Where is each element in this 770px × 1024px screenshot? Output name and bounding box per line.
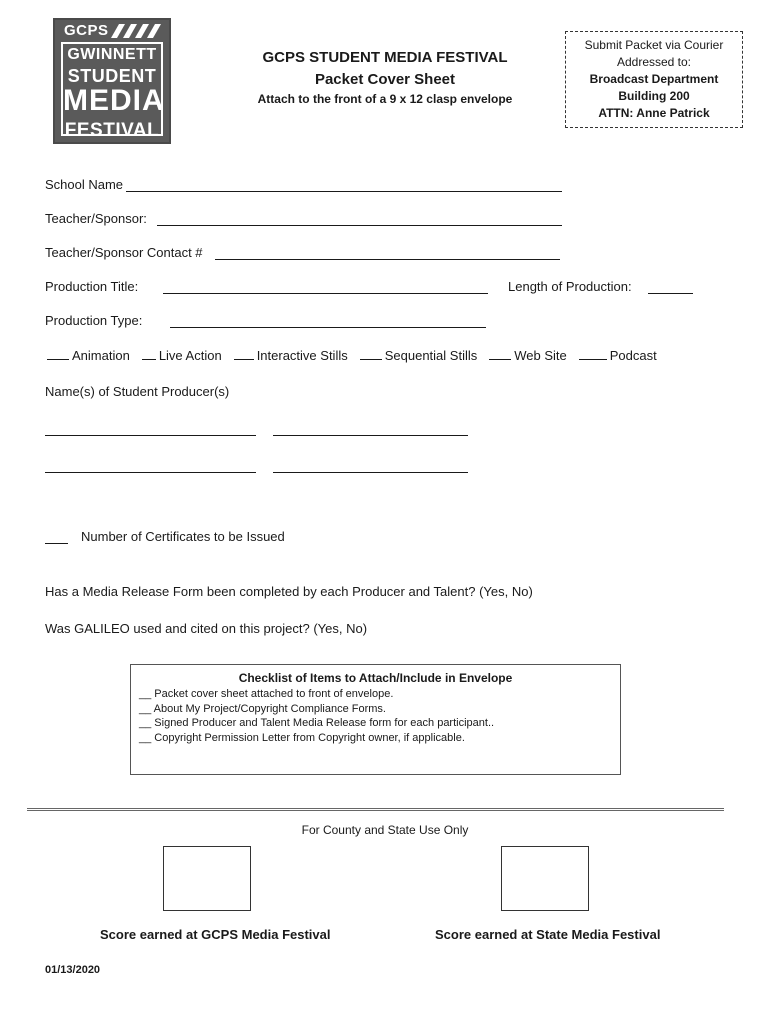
checklist-items: [139, 687, 494, 745]
attach-instruction: Attach to the front of a 9 x 12 clasp envelope: [257, 92, 513, 106]
festival-logo: [53, 18, 171, 144]
submit-line-4: Building 200: [618, 89, 690, 103]
type-animation-label: Animation: [72, 348, 130, 363]
producers-label: Name(s) of Student Producer(s): [45, 384, 230, 399]
state-score-label: Score earned at State Media Festival: [435, 927, 661, 942]
production-type-field[interactable]: [170, 327, 486, 328]
type-live-action-label: Live Action: [158, 348, 222, 363]
type-interactive-stills-label: Interactive Stills: [256, 348, 348, 363]
type-sequential-stills-label: Sequential Stills: [384, 348, 478, 363]
logo-gwinnett: GWINNETT: [67, 46, 157, 63]
county-state-label: For County and State Use Only: [301, 823, 469, 837]
logo-stripes-icon: [111, 24, 163, 38]
teacher-field[interactable]: [157, 225, 562, 226]
checklist-item: __ Signed Producer and Talent Media Release form for each participant..: [139, 717, 495, 729]
teacher-contact-field[interactable]: [215, 259, 560, 260]
revision-date: 01/13/2020: [45, 964, 101, 976]
school-name-label: School Name: [45, 177, 124, 192]
checklist-item: __ Copyright Permission Letter from Copyright owner, if applicable.: [139, 731, 465, 744]
logo-festival: FESTIVAL: [64, 120, 160, 141]
page-subtitle: Packet Cover Sheet: [314, 71, 456, 88]
submit-line-3: Broadcast Department: [589, 72, 719, 86]
checklist-item: __ About My Project/Copyright Compliance Forms.: [139, 702, 386, 715]
type-web-site-blank[interactable]: [489, 347, 511, 360]
certificates-field[interactable]: [45, 543, 68, 544]
type-interactive-stills[interactable]: [234, 347, 348, 363]
galileo-question: Was GALILEO used and cited on this project? (Yes, No): [45, 621, 368, 636]
teacher-contact-label: Teacher/Sponsor Contact #: [45, 245, 203, 260]
gcps-score-box[interactable]: [163, 846, 251, 911]
production-type-options: [47, 347, 669, 363]
checklist-item: __ Packet cover sheet attached to front of envelope.: [139, 688, 394, 700]
production-title-field[interactable]: [163, 293, 488, 294]
type-animation-blank[interactable]: [47, 347, 69, 360]
submit-line-5: ATTN: Anne Patrick: [598, 106, 710, 120]
type-animation[interactable]: [47, 347, 130, 363]
submit-line-2: Addressed to:: [616, 55, 692, 69]
teacher-label: Teacher/Sponsor:: [45, 211, 147, 226]
logo-media: MEDIA: [63, 84, 165, 117]
production-type-label: Production Type:: [45, 313, 143, 328]
type-podcast-blank[interactable]: [579, 347, 607, 360]
gcps-score-label: Score earned at GCPS Media Festival: [100, 927, 331, 942]
type-live-action-blank[interactable]: [142, 347, 156, 360]
producer-field-1[interactable]: [45, 435, 256, 436]
type-web-site[interactable]: [489, 347, 567, 363]
length-label: Length of Production:: [508, 279, 632, 294]
logo-student: STUDENT: [67, 66, 157, 86]
length-field[interactable]: [648, 293, 693, 294]
submit-line-1: Submit Packet via Courier: [584, 38, 724, 52]
certificates-label: Number of Certificates to be Issued: [81, 529, 285, 544]
type-podcast[interactable]: [579, 347, 657, 363]
section-divider: [27, 808, 724, 811]
page-title: GCPS STUDENT MEDIA FESTIVAL: [262, 49, 508, 66]
production-title-label: Production Title:: [45, 279, 139, 294]
type-sequential-stills-blank[interactable]: [360, 347, 382, 360]
school-name-field[interactable]: [126, 191, 562, 192]
producer-field-2[interactable]: [273, 435, 468, 436]
producer-field-3[interactable]: [45, 472, 256, 473]
type-live-action[interactable]: [142, 347, 222, 363]
producer-field-4[interactable]: [273, 472, 468, 473]
type-interactive-stills-blank[interactable]: [234, 347, 254, 360]
logo-frame: [61, 42, 165, 141]
checklist-box: [130, 664, 621, 775]
media-release-question: Has a Media Release Form been completed by each Producer and Talent? (Yes, No): [45, 584, 533, 599]
submit-address-box: [565, 31, 743, 128]
logo-gcps-text: GCPS: [64, 22, 109, 39]
type-web-site-label: Web Site: [514, 348, 567, 363]
type-podcast-label: Podcast: [609, 348, 657, 363]
state-score-box[interactable]: [501, 846, 589, 911]
checklist-title: Checklist of Items to Attach/Include in Envelope: [238, 671, 513, 685]
type-sequential-stills[interactable]: [360, 347, 478, 363]
